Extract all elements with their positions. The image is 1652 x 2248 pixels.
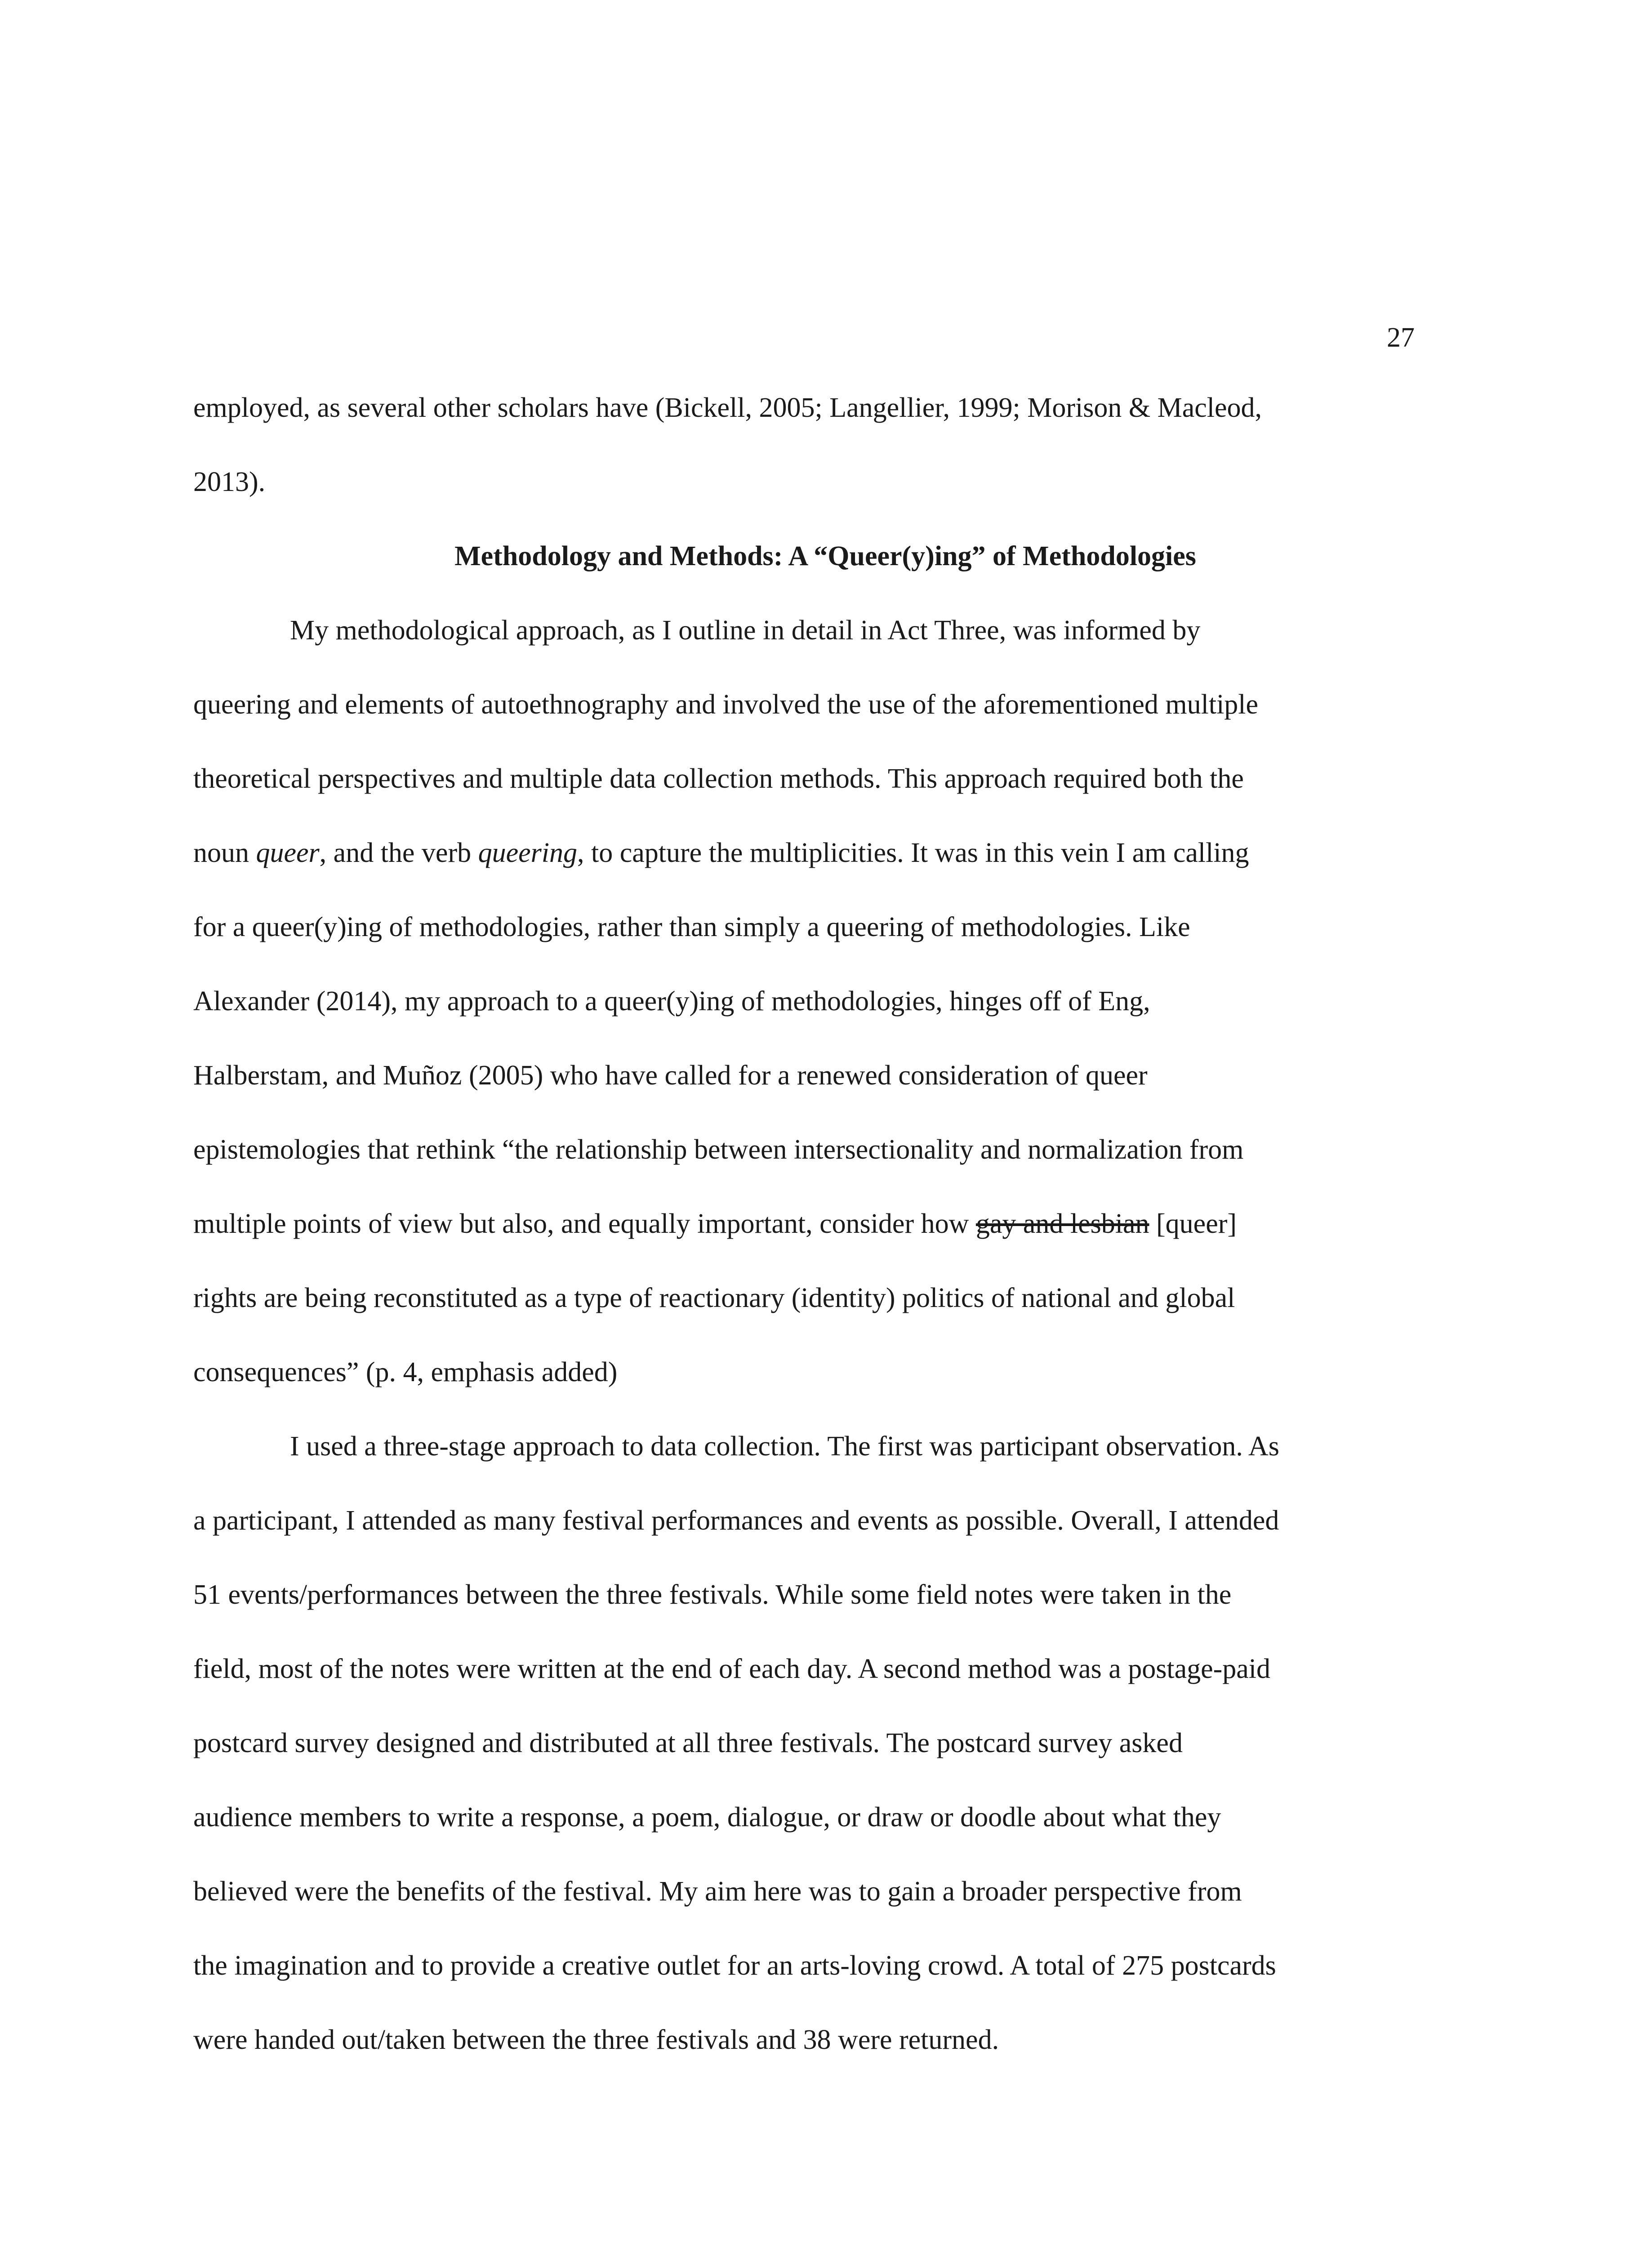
body-line: a participant, I attended as many festival performances and events as possible. Overall, I attended	[193, 1505, 1279, 1536]
body-line: consequences” (p. 4, emphasis added)	[193, 1357, 618, 1387]
body-line: were handed out/taken between the three festivals and 38 were returned.	[193, 2025, 999, 2055]
body-line: theoretical perspectives and multiple data collection methods. This approach required both the	[193, 763, 1244, 794]
body-line	[193, 1187, 1457, 1261]
body-line: employed, as several other scholars have (Bickell, 2005; Langellier, 1999; Morison & Macleod,	[193, 393, 1262, 423]
body-line: My methodological approach, as I outline in detail in Act Three, was informed by	[290, 615, 1201, 646]
document-body	[193, 371, 1457, 2077]
body-line: queering and elements of autoethnography and involved the use of the aforementioned multiple	[193, 689, 1259, 720]
text-run: multiple points of view but also, and equally important, consider how	[193, 1209, 976, 1239]
body-line: field, most of the notes were written at the end of each day. A second method was a postage-paid	[193, 1654, 1271, 1684]
text-run: [queer]	[1149, 1209, 1237, 1239]
text-run: , and the verb	[319, 838, 478, 868]
body-line: the imagination and to provide a creative outlet for an arts-loving crowd. A total of 275 postcards	[193, 1950, 1276, 1981]
section-heading: Methodology and Methods: A “Queer(y)ing” of Methodologies	[454, 541, 1196, 571]
body-line: postcard survey designed and distributed at all three festivals. The postcard survey asked	[193, 1728, 1183, 1758]
struck-text: gay and lesbian	[975, 1209, 1149, 1239]
italic-term-queering: queering	[478, 838, 577, 868]
body-line: Alexander (2014), my approach to a queer(y)ing of methodologies, hinges off of Eng,	[193, 986, 1150, 1017]
text-run: noun	[193, 838, 256, 868]
body-line: I used a three-stage approach to data collection. The first was participant observation. As	[290, 1431, 1279, 1462]
body-line: epistemologies that rethink “the relationship between intersectionality and normalization from	[193, 1134, 1244, 1165]
body-line: for a queer(y)ing of methodologies, rather than simply a queering of methodologies. Like	[193, 912, 1190, 942]
body-line: Halberstam, and Muñoz (2005) who have called for a renewed consideration of queer	[193, 1060, 1148, 1091]
body-line: audience members to write a response, a poem, dialogue, or draw or doodle about what they	[193, 1802, 1221, 1833]
body-line	[193, 816, 1457, 890]
text-run: , to capture the multiplicities. It was in this vein I am calling	[577, 838, 1249, 868]
italic-term-queer: queer	[256, 838, 320, 868]
body-line: believed were the benefits of the festival. My aim here was to gain a broader perspective from	[193, 1876, 1242, 1907]
body-line: rights are being reconstituted as a type of reactionary (identity) politics of national and global	[193, 1283, 1235, 1313]
body-line: 2013).	[193, 467, 266, 497]
body-line: 51 events/performances between the three festivals. While some field notes were taken in the	[193, 1579, 1232, 1610]
page-number: 27	[1387, 322, 1415, 353]
